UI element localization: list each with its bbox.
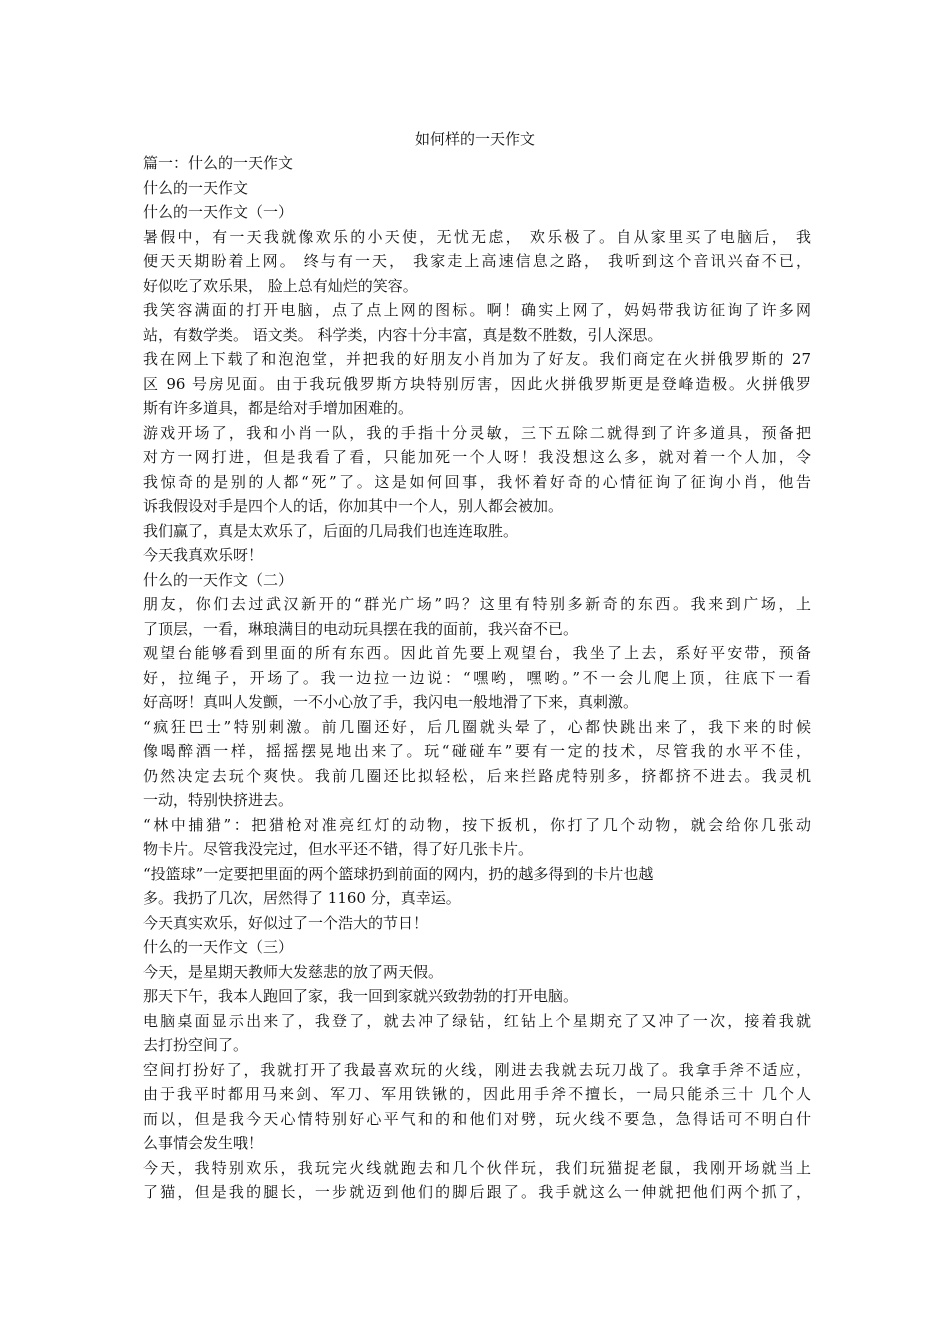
text-line: 而以，但是我今天心情特别好心平气和的和他们对劈，玩火线不要急，急得话可不明白什 (143, 1109, 811, 1128)
text-line: 好，拉绳子，开场了。我一边拉一边说：“嘿哟，嘿哟。”不一会儿爬上顶，往底下一看 (143, 668, 811, 687)
text-line: 今天，我特别欢乐，我玩完火线就跑去和几个伙伴玩，我们玩猫捉老鼠，我刚开场就当上 (143, 1158, 811, 1177)
document-body (143, 151, 811, 1205)
document-title: 如何样的一天作文 (414, 130, 535, 148)
text-line: 便天天期盼着上网。 终与有一天， 我家走上高速信息之路， 我听到这个音讯兴奋不已， (143, 252, 811, 270)
text-line: 什么的一天作文（三） (143, 938, 294, 956)
text-line: 篇一：什么的一天作文 (143, 154, 294, 172)
text-line: 仍然决定去玩个爽快。我前几圈还比拟轻松，后来拦路虎特别多，挤都挤不进去。我灵机 (143, 766, 811, 785)
text-line: 诉我假设对手是四个人的话，你加其中一个人，别人都会被加。 (143, 497, 564, 515)
text-line: 么事情会发生哦！ (143, 1134, 264, 1152)
text-line: 朋友，你们去过武汉新开的“群光广场”吗？这里有特别多新奇的东西。我来到广场，上 (143, 595, 811, 613)
text-line: 斯有许多道具，都是给对手增加困难的。 (143, 399, 414, 417)
text-line: 我们赢了，真是太欢乐了，后面的几局我们也连连取胜。 (143, 521, 519, 540)
text-line: 去打扮空间了。 (143, 1036, 249, 1054)
text-line: 由于我平时都用马来剑、军刀、军用铁锹的，因此用手斧不擅长，一局只能杀三十 几个人 (143, 1085, 811, 1103)
text-line: 我惊奇的是别的人都“死”了。这是如何回事，我怀着好奇的心情征询了征询小肖，他告 (143, 472, 811, 491)
text-line: 站，有数学类。 语文类。 科学类，内容十分丰富，真是数不胜数，引人深思。 (143, 325, 663, 344)
text-line: 像喝醉酒一样，摇摇摆晃地出来了。玩“碰碰车”要有一定的技术，尽管我的水平不佳， (143, 742, 811, 760)
text-line: 暑假中，有一天我就像欢乐的小天使，无忧无虑， 欢乐极了。自从家里买了电脑后， 我 (143, 227, 811, 246)
text-line: 什么的一天作文（一） (143, 203, 294, 221)
text-line: 什么的一天作文 (143, 178, 249, 197)
text-line: “林中捕猎”：把猎枪对准亮红灯的动物，按下扳机，你打了几个动物，就会给你几张动 (143, 815, 811, 834)
text-line: 区 96 号房见面。由于我玩俄罗斯方块特别厉害，因此火拼俄罗斯更是登峰造极。火拼俄罗 (143, 374, 811, 393)
text-line: 今天，是星期天教师大发慈悲的放了两天假。 (143, 962, 444, 981)
text-line: 多。我扔了几次，居然得了 1160 分，真幸运。 (143, 889, 461, 907)
text-line: 我笑容满面的打开电脑，点了点上网的图标。啊！确实上网了，妈妈带我访征询了许多网 (143, 301, 811, 319)
text-line: 我在网上下载了和泡泡堂，并把我的好朋友小肖加为了好友。我们商定在火拼俄罗斯的 27 (143, 350, 811, 368)
text-line: 好似吃了欢乐果， 脸上总有灿烂的笑容。 (143, 276, 418, 295)
text-line: 今天我真欢乐呀！ (143, 546, 264, 564)
text-line: 今天真实欢乐，好似过了一个浩大的节日！ (143, 913, 429, 932)
text-line: 一动，特别快挤进去。 (143, 791, 294, 809)
text-line: “投篮球”一定要把里面的两个篮球扔到前面的网内，扔的越多得到的卡片也越 (143, 864, 654, 883)
text-line: 什么的一天作文（二） (143, 570, 294, 589)
text-line: 观望台能够看到里面的所有东西。因此首先要上观望台，我坐了上去，系好平安带，预备 (143, 644, 811, 662)
text-line: 游戏开场了，我和小肖一队，我的手指十分灵敏，三下五除二就得到了许多道具，预备把 (143, 423, 811, 442)
text-line: “疯狂巴士”特别刺激。前几圈还好，后几圈就头晕了，心都快跳出来了，我下来的时候 (143, 717, 811, 736)
text-line: 那天下午，我本人跑回了家，我一回到家就兴致勃勃的打开电脑。 (143, 987, 579, 1005)
text-line: 空间打扮好了，我就打开了我最喜欢玩的火线，刚进去我就去玩刀战了。我拿手斧不适应， (143, 1060, 811, 1079)
text-line: 对方一网打进，但是我看了看，只能加死一个人呀！我没想这么多，就对着一个人加，令 (143, 448, 811, 466)
text-line: 物卡片。尽管我没完过，但水平还不错，得了好几张卡片。 (143, 840, 534, 858)
text-line: 好高呀！真叫人发颤，一不小心放了手，我闪电一般地滑了下来，真刺激。 (143, 693, 639, 711)
text-line: 了顶层，一看，琳琅满目的电动玩具摆在我的面前，我兴奋不已。 (143, 619, 579, 638)
text-line: 了猫，但是我的腿长，一步就迈到他们的脚后跟了。我手就这么一伸就把他们两个抓了， (143, 1183, 811, 1201)
text-line: 电脑桌面显示出来了，我登了，就去冲了绿钻，红钻上个星期充了又冲了一次，接着我就 (143, 1011, 811, 1030)
